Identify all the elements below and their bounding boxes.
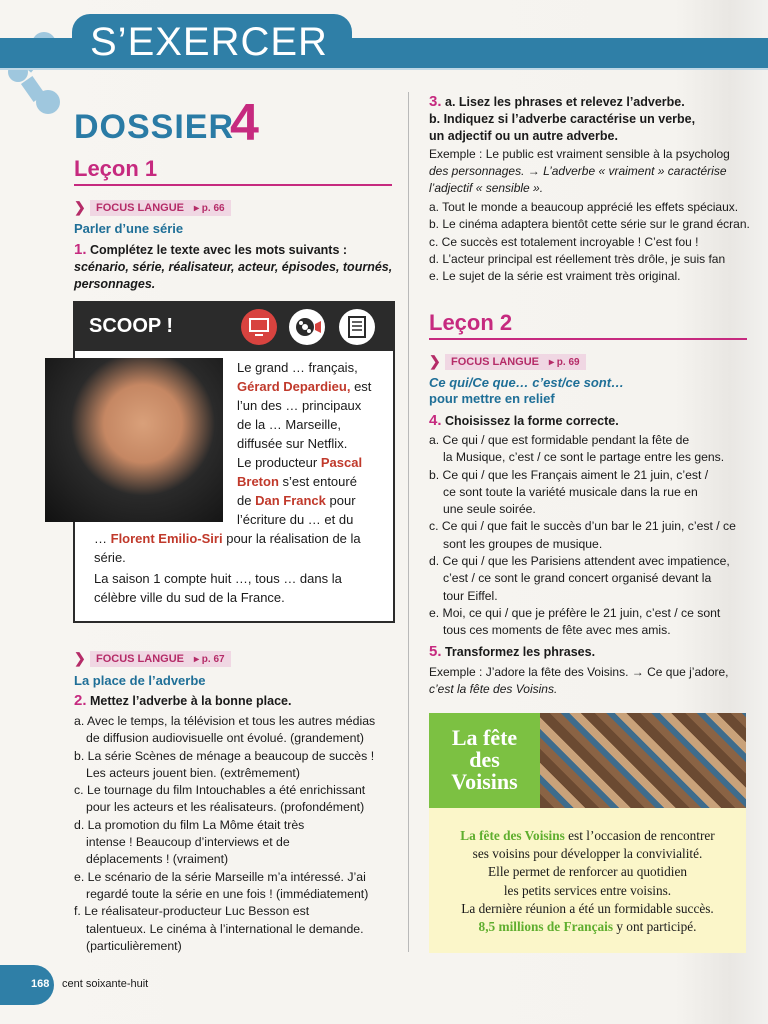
list-item: sont les groupes de musique. [443,536,603,551]
scoop-text-line: La saison 1 compte huit …, tous … dans la [94,571,342,586]
scoop-text-line: … Florent Emilio-Siri pour la réalisation de la [94,531,361,546]
lesson-1-title: Leçon 1 [74,156,158,181]
scoop-text-line: l’écriture du … et du [237,512,354,527]
list-item: talentueux. Le cinéma à l’international le demande. [86,921,364,936]
scoop-title: SCOOP ! [89,315,174,337]
example-line: c’est la fête des Voisins. [429,682,558,697]
tv-icon [241,309,277,345]
exercise-number: 5. [429,643,442,660]
list-item: f. Le réalisateur-producteur Luc Besson est [74,904,310,919]
subhead-serie: Parler d’une série [74,221,184,236]
exercise-4-items [429,432,754,640]
list-item: c. Le tournage du film Intouchables a été enrichissant [74,783,366,798]
focus-page-ref: ▸ p. 67 [194,653,225,665]
list-item: d. La promotion du film La Môme était très [74,817,305,832]
scoop-text-line: Gérard Depardieu, est [237,379,372,394]
scoop-text-line: de Dan Franck pour [237,493,356,508]
list-item: a. Avec le temps, la télévision et tous les autres médias [74,714,376,728]
list-item: (particulièrement) [86,938,182,953]
scoop-text-line: célèbre ville du sud de la France. [94,590,285,605]
focus-arrow-icon: ❯ [74,650,86,666]
focus-label: FOCUS LANGUE [96,201,184,214]
focus-page-ref: ▸ p. 66 [194,202,225,214]
list-item: b. La série Scènes de ménage a beaucoup de succès ! [74,748,375,763]
lesson-1-rule [74,184,392,186]
page-title: S’EXERCER [90,20,328,64]
list-item: a. Tout le monde a beaucoup apprécié les effets spéciaux. [429,200,739,214]
exercise-4 [429,412,619,430]
exercise-number: 4. [429,412,442,429]
scoop-text-line: diffusée sur Netflix. [237,436,348,451]
list-item: c. Ce qui / que fait le succès d’un bar le 21 juin, c’est / ce [429,519,736,534]
exercise-instruction: Mettez l’adverbe à la bonne place. [86,694,292,708]
name-dan: Dan Franck [255,493,326,508]
scoop-text-line: série. [94,550,126,565]
focus-langue-1[interactable] [74,199,231,216]
scoop-text-line: Le producteur Pascal [237,455,363,470]
page-number-words: cent soixante-huit [62,978,149,990]
list-item: e. Le scénario de la série Marseille m’a intéressé. J’ai [74,869,366,884]
list-item: de diffusion audiovisuelle ont évolué. (grandement) [86,731,365,746]
list-item: ce sont toute la variété musicale dans la rue en [443,484,698,499]
exercise-3-items [429,199,759,285]
list-item: pour les acteurs et les réalisateurs. (profondément) [86,800,365,815]
column-divider [408,92,409,952]
list-item: a. Ce qui / que est formidable pendant la fête de [429,433,690,447]
list-item: e. Moi, ce qui / que je préfère le 21 juin, c’est / ce sont [429,605,721,620]
page-number: 168 [31,978,50,990]
list-item: une seule soirée. [443,502,536,517]
focus-page-ref: ▸ p. 69 [549,356,580,368]
name-florent: Florent Emilio-Siri [110,531,223,546]
example-line: des personnages. → L’adverbe « vraiment » caractérise [429,164,727,178]
list-item: regardé toute la série en une fois ! (immédiatement) [86,886,369,901]
subhead-relief: pour mettre en relief [429,391,555,406]
list-item: c. Ce succès est totalement incroyable ! C’est fou ! [429,234,699,249]
exercise-number: 2. [74,692,87,709]
list-item: d. L’acteur principal est réellement très drôle, je suis fan [429,251,726,266]
fete-des-voisins-box [429,713,746,953]
exercise-2 [74,692,291,710]
list-item: Les acteurs jouent bien. (extrêmement) [86,765,300,780]
focus-langue-3[interactable] [429,353,586,370]
exercise-instruction: b. Indiquez si l’adverbe caractérise un verbe, [429,112,696,126]
exercise-instruction: a. Lisez les phrases et relevez l’adverbe. [441,95,685,109]
list-item: tour Eiffel. [443,588,498,603]
exercise-instruction: Choisissez la forme correcte. [441,414,619,428]
dossier-number: 4 [230,94,259,152]
actor-photo [45,358,223,522]
header-divider [0,68,768,70]
scoop-text-line: l’un des … principaux [237,398,362,413]
exercise-number: 1. [74,241,87,258]
exercise-5 [429,643,595,661]
lesson-2-title: Leçon 2 [429,310,513,335]
exercise-3 [429,93,749,145]
list-item: e. Le sujet de la série est vraiment très original. [429,269,681,284]
fete-description: La fête des Voisins est l’occasion de rencontrer ses voisins pour développer la convivialité. Elle permet de renforcer au quotidien les petits services entre voisins. La dernière réunion a été un formidable succès. 8,5 millions de Français y ont participé. [460,828,715,935]
molecule-icon [0,20,70,120]
name-breton: Breton [237,474,279,489]
fete-lead: La fête des Voisins [460,828,565,843]
scoop-text-line: Le grand … français, [237,360,358,375]
dossier-label: DOSSIER [74,108,235,146]
list-item: intense ! Beaucoup d’interviews et de [86,835,290,850]
exercise-instruction: Transformez les phrases. [441,645,596,659]
list-item: tous ces moments de fête avec mes amis. [443,623,671,638]
focus-label: FOCUS LANGUE [451,355,539,368]
list-item: b. Le cinéma adaptera bientôt cette série sur le grand écran. [429,217,750,232]
focus-arrow-icon: ❯ [429,353,441,369]
exercise-5-example [429,664,759,699]
party-table-photo [540,713,746,808]
list-item: la Musique, c’est / ce sont le partage entre les gens. [443,450,725,465]
exercise-number: 3. [429,93,442,110]
subhead-adverbe: La place de l’adverbe [74,673,206,688]
list-item: déplacements ! (vraiment) [86,852,229,867]
focus-label: FOCUS LANGUE [96,652,184,665]
list-item: d. Ce qui / que les Parisiens attendent avec impatience, [429,554,730,569]
name-pascal: Pascal [320,455,363,470]
focus-arrow-icon: ❯ [74,199,86,215]
film-reel-icon [289,309,325,345]
word-list-line: personnages. [74,277,156,291]
scoop-text-line: de la … Marseille, [237,417,342,432]
exercise-instruction: un adjectif ou un autre adverbe. [429,129,618,143]
exercise-1 [74,241,394,293]
name-gerard: Gérard Depardieu, [237,379,351,394]
focus-langue-2[interactable] [74,650,231,667]
example-line: Exemple : Le public est vraiment sensible à la psycholog [429,147,730,161]
fete-stat: 8,5 millions de Français [478,919,613,935]
lesson-2-rule [429,338,747,340]
fete-title: La fête des Voisins [451,725,518,794]
scoop-text-line: Breton s’est entouré [237,474,357,489]
exercise-3-example [429,146,759,197]
list-item: c’est / ce sont le grand concert organisé devant la [443,571,712,586]
exercise-2-items [74,713,399,955]
exercise-instruction: Complétez le texte avec les mots suivants : [86,243,348,257]
script-icon [339,309,375,345]
word-list-line: scénario, série, réalisateur, acteur, épisodes, tournés, [74,260,393,274]
subhead-ce-qui: Ce qui/Ce que… c’est/ce sont… [429,375,625,390]
example-line: Exemple : J’adore la fête des Voisins. → Ce que j’adore, [429,665,729,679]
list-item: b. Ce qui / que les Français aiment le 21 juin, c’est / [429,467,709,482]
example-line: l’adjectif « sensible ». [429,181,544,195]
